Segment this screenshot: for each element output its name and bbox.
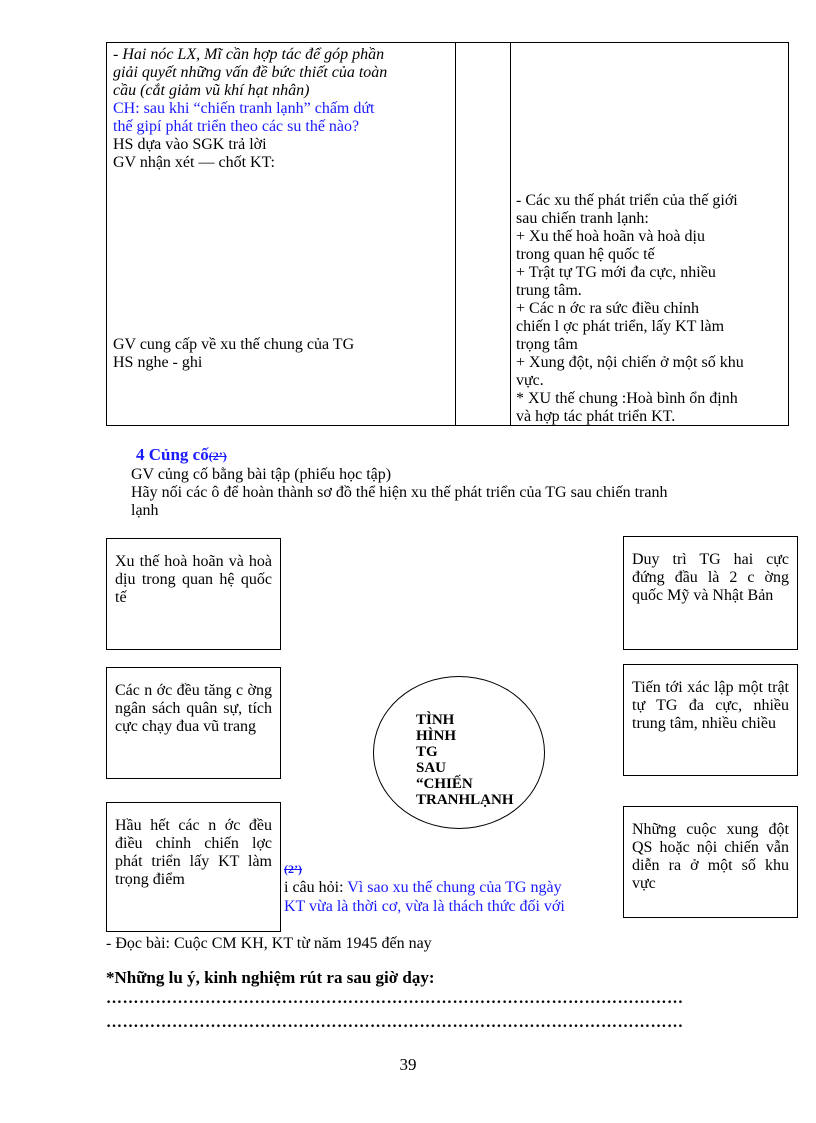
table-content-column bbox=[516, 192, 782, 426]
question-line-1 bbox=[284, 879, 620, 897]
table-divider-2 bbox=[510, 43, 511, 425]
dotted-line: …………………………………………………………………………………………… bbox=[106, 1014, 684, 1031]
content-line: sau chiến tranh lạnh: bbox=[516, 210, 649, 227]
question-line: thế gipí phát triển theo các su thế nào? bbox=[113, 118, 360, 135]
center-word: TG bbox=[416, 744, 438, 760]
section-instructions bbox=[131, 466, 771, 520]
content-line: trung tâm. bbox=[516, 282, 582, 299]
instruction-line: lạnh bbox=[131, 502, 159, 519]
diagram-box-left-3: Hầu hết các n ớc đều điều chỉnh chiến lợc phát triển lấy KT làm trọng điểm bbox=[106, 802, 281, 932]
page-number: 39 bbox=[399, 1055, 417, 1074]
center-word: TRANHLẠNH bbox=[416, 792, 514, 808]
content-line: và hợp tác phát triển KT. bbox=[516, 408, 676, 425]
notes-heading: *Những lu ý, kinh nghiệm rút ra sau giờ dạy: bbox=[106, 968, 435, 987]
content-line: - Các xu thế phát triển của thế giới bbox=[516, 192, 738, 209]
content-line: + Các n ớc ra sức điều chỉnh bbox=[516, 300, 699, 317]
activity-line: GV cung cấp về xu thế chung của TG bbox=[113, 336, 355, 353]
question-line-2: KT vừa là thời cơ, vừa là thách thức đối với bbox=[284, 898, 565, 915]
activity-line: - Hai nóc LX, Mĩ cần hợp tác để góp phần bbox=[113, 46, 385, 63]
center-label bbox=[416, 712, 530, 808]
diagram-box-right-1: Duy trì TG hai cực đứng đầu là 2 c ờng quốc Mỹ và Nhật Bản bbox=[623, 536, 798, 650]
question-duration: (2’) bbox=[284, 862, 302, 876]
section-heading bbox=[136, 446, 227, 465]
activity-line: cầu (cắt giảm vũ khí hạt nhân) bbox=[113, 82, 310, 99]
table-activity-column bbox=[113, 46, 447, 172]
center-word: TÌNH bbox=[416, 712, 455, 728]
table-divider-1 bbox=[455, 43, 456, 425]
section-duration: (2’) bbox=[208, 449, 227, 463]
section-title: 4 Củng cố bbox=[136, 445, 209, 464]
center-word: HÌNH bbox=[416, 728, 457, 744]
question-line: CH: sau khi “chiến tranh lạnh” chấm dứt bbox=[113, 100, 375, 117]
center-word: “CHIẾN bbox=[416, 776, 473, 792]
activity-line: HS dựa vào SGK trả lời bbox=[113, 136, 267, 153]
content-line: + Trật tự TG mới đa cực, nhiều bbox=[516, 264, 716, 281]
table-activity-lower bbox=[113, 336, 447, 372]
activity-line: giải quyết những vấn đề bức thiết của toàn bbox=[113, 64, 388, 81]
content-line: + Xung đột, nội chiến ở một số khu bbox=[516, 354, 744, 371]
content-line: trọng tâm bbox=[516, 336, 578, 353]
content-line: * XU thế chung :Hoà bình ổn định bbox=[516, 390, 738, 407]
content-line: + Xu thế hoà hoãn và hoà dịu bbox=[516, 228, 705, 245]
diagram-box-left-2: Các n ớc đều tăng c ờng ngân sách quân sự, tích cực chạy đua vũ trang bbox=[106, 667, 281, 779]
question-prefix: i câu hỏi: bbox=[284, 879, 348, 896]
center-word: SAU bbox=[416, 760, 447, 776]
activity-line: HS nghe - ghi bbox=[113, 354, 203, 371]
dotted-line: …………………………………………………………………………………………… bbox=[106, 990, 684, 1007]
diagram-box-left-1: Xu thế hoà hoãn và hoà dịu trong quan hệ quốc tế bbox=[106, 538, 281, 650]
instruction-line: Hãy nối các ô để hoàn thành sơ đồ thể hiện xu thế phát triển của TG sau chiến tranh bbox=[131, 484, 668, 501]
question-text: Vì sao xu thế chung của TG ngày bbox=[347, 879, 562, 896]
content-line: trong quan hệ quốc tế bbox=[516, 246, 655, 263]
content-line: chiến l ợc phát triển, lấy KT làm bbox=[516, 318, 725, 335]
reading-assignment: - Đọc bài: Cuộc CM KH, KT từ năm 1945 đến nay bbox=[106, 935, 432, 952]
diagram-box-right-3: Những cuộc xung đột QS hoặc nội chiến vẫn diễn ra ở một số khu vực bbox=[623, 806, 798, 918]
diagram-box-right-2: Tiến tới xác lập một trật tự TG đa cực, nhiều trung tâm, nhiều chiều bbox=[623, 664, 798, 776]
instruction-line: GV củng cố bằng bài tập (phiếu học tập) bbox=[131, 466, 392, 483]
activity-line: GV nhận xét — chốt KT: bbox=[113, 154, 275, 171]
content-line: vực. bbox=[516, 372, 544, 389]
